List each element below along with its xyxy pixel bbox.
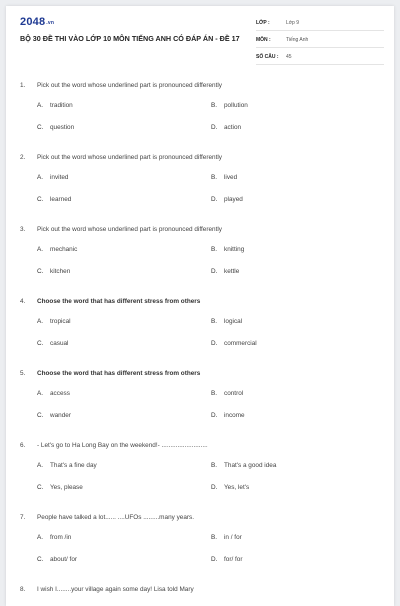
- option-text: in / for: [224, 533, 242, 541]
- answer-option[interactable]: [211, 482, 249, 492]
- option-letter: A.: [37, 389, 44, 397]
- option-text: logical: [224, 317, 243, 325]
- question-stem: [20, 584, 380, 594]
- option-letter: A.: [37, 173, 44, 181]
- question-text: Pick out the word whose underlined part is pronounced differently: [37, 225, 222, 233]
- option-text: casual: [50, 339, 69, 347]
- option-text: kettle: [224, 267, 240, 275]
- option-letter: A.: [37, 461, 44, 469]
- question-item: [20, 296, 380, 368]
- option-text: for/ for: [224, 555, 243, 563]
- option-text: question: [50, 123, 75, 131]
- option-text: kitchen: [50, 267, 71, 275]
- option-letter: A.: [37, 101, 44, 109]
- answer-option[interactable]: [211, 532, 242, 542]
- option-text: knitting: [224, 245, 245, 253]
- document-title: BỘ 30 ĐỀ THI VÀO LỚP 10 MÔN TIẾNG ANH CÓ ĐÁP ÁN - ĐỀ 17: [20, 34, 240, 43]
- answer-option[interactable]: [37, 244, 77, 254]
- answer-option[interactable]: [211, 460, 276, 470]
- option-letter: B.: [211, 389, 218, 397]
- question-stem: [20, 296, 380, 306]
- option-text: That's a fine day: [50, 461, 97, 469]
- meta-row-grade: [256, 16, 384, 31]
- option-letter: B.: [211, 245, 218, 253]
- answer-option[interactable]: [211, 554, 242, 564]
- option-letter: A.: [37, 533, 44, 541]
- meta-row-count: [256, 50, 384, 65]
- question-text: I wish I........your village again some day! Lisa told Mary: [37, 585, 194, 593]
- option-letter: B.: [211, 533, 218, 541]
- option-text: access: [50, 389, 70, 397]
- option-letter: D.: [211, 339, 218, 347]
- answer-option[interactable]: [37, 554, 77, 564]
- question-item: [20, 368, 380, 440]
- answer-option[interactable]: [37, 122, 74, 132]
- option-letter: B.: [211, 317, 218, 325]
- option-letter: D.: [211, 195, 218, 203]
- answer-option[interactable]: [37, 410, 71, 420]
- option-text: lived: [224, 173, 238, 181]
- answer-option[interactable]: [37, 388, 70, 398]
- option-letter: D.: [211, 555, 218, 563]
- answer-option[interactable]: [211, 100, 248, 110]
- answer-option[interactable]: [37, 532, 71, 542]
- option-letter: D.: [211, 123, 218, 131]
- question-stem: [20, 512, 380, 522]
- meta-info: [256, 16, 384, 67]
- meta-value: 45: [286, 54, 292, 60]
- question-item: [20, 80, 380, 152]
- question-list: [20, 80, 380, 606]
- option-letter: C.: [37, 267, 44, 275]
- option-text: played: [224, 195, 243, 203]
- option-letter: C.: [37, 411, 44, 419]
- question-item: [20, 224, 380, 296]
- answer-option[interactable]: [211, 410, 245, 420]
- option-letter: A.: [37, 245, 44, 253]
- answer-option[interactable]: [37, 316, 71, 326]
- option-letter: B.: [211, 101, 218, 109]
- question-stem: [20, 80, 380, 90]
- answer-option[interactable]: [211, 316, 242, 326]
- answer-option[interactable]: [211, 172, 237, 182]
- question-number: 3.: [20, 225, 26, 233]
- option-letter: D.: [211, 411, 218, 419]
- answer-option[interactable]: [211, 122, 241, 132]
- meta-label: SỐ CÂU :: [256, 54, 279, 60]
- answer-option[interactable]: [211, 244, 244, 254]
- option-text: from /in: [50, 533, 72, 541]
- answer-option[interactable]: [211, 338, 257, 348]
- meta-value: Lớp 9: [286, 20, 300, 26]
- question-text: Choose the word that has different stress from others: [37, 369, 201, 377]
- meta-label: LỚP :: [256, 20, 270, 26]
- option-text: action: [224, 123, 242, 131]
- answer-option[interactable]: [37, 194, 71, 204]
- question-text: - Let's go to Ha Long Bay on the weekend!- ..........................: [37, 441, 208, 449]
- option-letter: C.: [37, 123, 44, 131]
- logo-suffix: .vn: [46, 20, 55, 26]
- question-item: [20, 152, 380, 224]
- question-stem: [20, 440, 380, 450]
- option-letter: D.: [211, 267, 218, 275]
- option-text: That's a good idea: [224, 461, 277, 469]
- question-stem: [20, 152, 380, 162]
- answer-option[interactable]: [37, 338, 68, 348]
- option-text: mechanic: [50, 245, 78, 253]
- option-letter: C.: [37, 483, 44, 491]
- question-stem: [20, 368, 380, 378]
- answer-option[interactable]: [211, 194, 243, 204]
- answer-option[interactable]: [37, 100, 73, 110]
- question-number: 4.: [20, 297, 26, 305]
- question-text: Pick out the word whose underlined part is pronounced differently: [37, 153, 222, 161]
- option-letter: C.: [37, 339, 44, 347]
- site-logo[interactable]: [20, 16, 54, 28]
- option-text: control: [224, 389, 244, 397]
- worksheet-header: [6, 6, 394, 72]
- question-number: 8.: [20, 585, 26, 593]
- answer-option[interactable]: [37, 266, 70, 276]
- question-text: Choose the word that has different stress from others: [37, 297, 201, 305]
- option-text: wander: [50, 411, 71, 419]
- question-text: People have talked a lot...... ....UFOs .........many years.: [37, 513, 194, 521]
- question-number: 7.: [20, 513, 26, 521]
- option-text: invited: [50, 173, 69, 181]
- option-text: tradition: [50, 101, 73, 109]
- option-letter: B.: [211, 461, 218, 469]
- worksheet-page: [6, 6, 394, 606]
- logo-main: 2048: [20, 16, 46, 28]
- option-text: Yes, let's: [224, 483, 250, 491]
- option-text: pollution: [224, 101, 248, 109]
- option-text: about/ for: [50, 555, 78, 563]
- answer-option[interactable]: [211, 266, 239, 276]
- question-text: Pick out the word whose underlined part is pronounced differently: [37, 81, 222, 89]
- option-text: commercial: [224, 339, 257, 347]
- option-letter: A.: [37, 317, 44, 325]
- option-text: learned: [50, 195, 72, 203]
- meta-label: MÔN :: [256, 37, 271, 43]
- question-item: [20, 512, 380, 584]
- answer-option[interactable]: [37, 172, 68, 182]
- question-stem: [20, 224, 380, 234]
- meta-row-subject: [256, 33, 384, 48]
- option-text: income: [224, 411, 245, 419]
- option-letter: C.: [37, 555, 44, 563]
- question-number: 2.: [20, 153, 26, 161]
- meta-value: Tiếng Anh: [286, 37, 309, 43]
- option-text: Yes, please: [50, 483, 83, 491]
- answer-option[interactable]: [37, 482, 83, 492]
- option-letter: B.: [211, 173, 218, 181]
- answer-option[interactable]: [211, 388, 243, 398]
- option-letter: C.: [37, 195, 44, 203]
- question-number: 5.: [20, 369, 26, 377]
- answer-option[interactable]: [37, 460, 97, 470]
- question-item: [20, 440, 380, 512]
- question-item: [20, 584, 380, 606]
- option-text: tropical: [50, 317, 71, 325]
- option-letter: D.: [211, 483, 218, 491]
- question-number: 1.: [20, 81, 26, 89]
- question-number: 6.: [20, 441, 26, 449]
